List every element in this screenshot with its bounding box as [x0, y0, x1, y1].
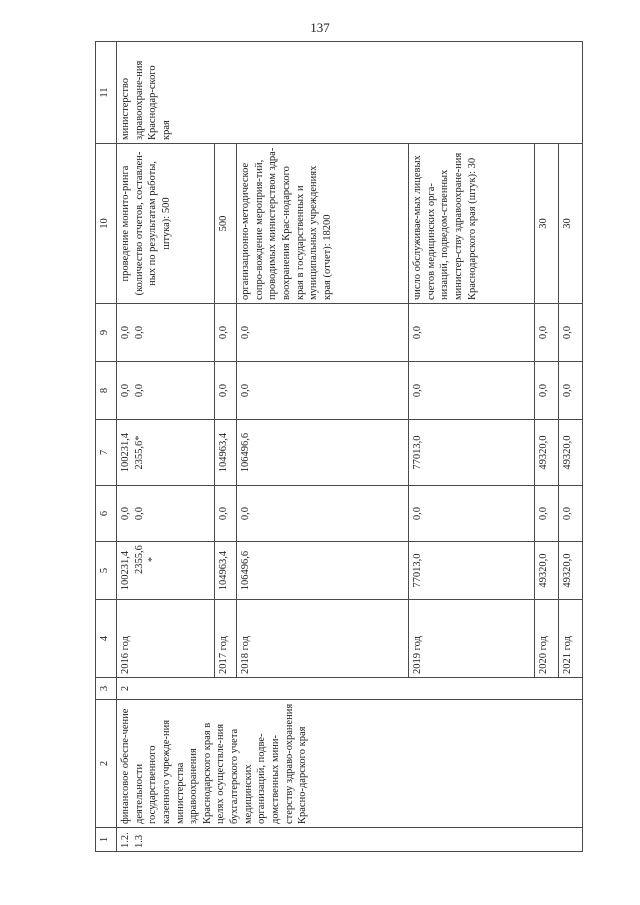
result-cell: проведение монито-ринга (количество отчетов, составлен-ных по результатам работы, штука): 500 — [117, 144, 215, 304]
col-header: 5 — [96, 542, 117, 600]
extra-cell: 0,0 — [237, 304, 409, 362]
extra-cell: 0,0 — [215, 304, 237, 362]
result-cell: 30 — [559, 144, 583, 304]
col-header: 6 — [96, 486, 117, 542]
table-row — [117, 42, 215, 852]
local-value-additional: 0,0 — [133, 383, 145, 398]
year-cell: 2019 год — [409, 600, 535, 678]
col-header: 9 — [96, 304, 117, 362]
regional-cell: 77013,0 — [409, 420, 535, 486]
regional-cell: 49320,0 — [559, 420, 583, 486]
col-header: 1 — [96, 828, 117, 852]
executor-cell: министерство здравоохране-ния Краснодар-ского края — [117, 42, 583, 144]
regional-value-additional: 2355,6* — [133, 435, 145, 470]
col-header: 3 — [96, 678, 117, 700]
result-cell: 30 — [535, 144, 559, 304]
total-cell: 49320,0 — [535, 542, 559, 600]
federal-value: 0,0 — [120, 506, 131, 521]
regional-cell: 106496,6 — [237, 420, 409, 486]
result-cell: число обслуживае-мых лицевых счетов медицинских орга-низаций, подведом-ственных министер-ству здравоохране-ния Краснодарского края (штук): 30 — [409, 144, 535, 304]
row-name: финансовое обеспе-чение деятельности государственного казенного учрежде-ния министерства здравоохранения Краснодарского края в целях осуществле-ния бухгалтерского учета медицинских организаций, подве-домственных мини-стерству здраво-охранения Красно-дарского края — [117, 700, 583, 828]
col-header: 2 — [96, 700, 117, 828]
header-row — [96, 42, 117, 852]
extra-value: 0,0 — [120, 325, 131, 340]
program-table — [95, 42, 585, 852]
col-header: 11 — [96, 42, 117, 144]
regional-cell — [117, 420, 215, 486]
local-cell: 0,0 — [237, 362, 409, 420]
result-cell: 500 — [215, 144, 237, 304]
local-cell: 0,0 — [215, 362, 237, 420]
total-cell — [117, 542, 215, 600]
regional-value: 100231,4 — [120, 432, 131, 473]
extra-cell: 0,0 — [409, 304, 535, 362]
page-number: 137 — [310, 20, 330, 35]
total-cell: 106496,6 — [237, 542, 409, 600]
result-cell: организационно-методическое сопро-вождение мероприя-тий, проводимых министерством здра-воохранения Крас-нодарского края в государственных и муниципальных учреждениях края (отчет): 18200 — [237, 144, 409, 304]
federal-value-additional: 0,0 — [133, 506, 145, 521]
year-cell: 2020 год — [535, 600, 559, 678]
col-header: 7 — [96, 420, 117, 486]
row-status: 2 — [117, 678, 583, 700]
federal-cell: 0,0 — [237, 486, 409, 542]
extra-value-additional: 0,0 — [133, 325, 145, 340]
regional-cell: 49320,0 — [535, 420, 559, 486]
regional-cell: 104963,4 — [215, 420, 237, 486]
extra-cell — [117, 304, 215, 362]
extra-cell: 0,0 — [535, 304, 559, 362]
local-value: 0,0 — [120, 383, 131, 398]
year-cell: 2021 год — [559, 600, 583, 678]
local-cell: 0,0 — [409, 362, 535, 420]
col-header: 4 — [96, 600, 117, 678]
year-cell: 2017 год — [215, 600, 237, 678]
total-value: 100231,4 — [120, 550, 131, 591]
total-cell: 77013,0 — [409, 542, 535, 600]
federal-cell: 0,0 — [535, 486, 559, 542]
federal-cell — [117, 486, 215, 542]
year-cell: 2018 год — [237, 600, 409, 678]
extra-cell: 0,0 — [559, 304, 583, 362]
local-cell: 0,0 — [535, 362, 559, 420]
local-cell: 0,0 — [559, 362, 583, 420]
total-cell: 49320,0 — [559, 542, 583, 600]
total-value-additional: 2355,6* — [133, 545, 159, 574]
col-header: 8 — [96, 362, 117, 420]
federal-cell: 0,0 — [409, 486, 535, 542]
federal-cell: 0,0 — [215, 486, 237, 542]
row-code: 1.2.1.3 — [117, 828, 583, 852]
local-cell — [117, 362, 215, 420]
col-header: 10 — [96, 144, 117, 304]
year-cell: 2016 год — [117, 600, 215, 678]
federal-cell: 0,0 — [559, 486, 583, 542]
total-cell: 104963,4 — [215, 542, 237, 600]
